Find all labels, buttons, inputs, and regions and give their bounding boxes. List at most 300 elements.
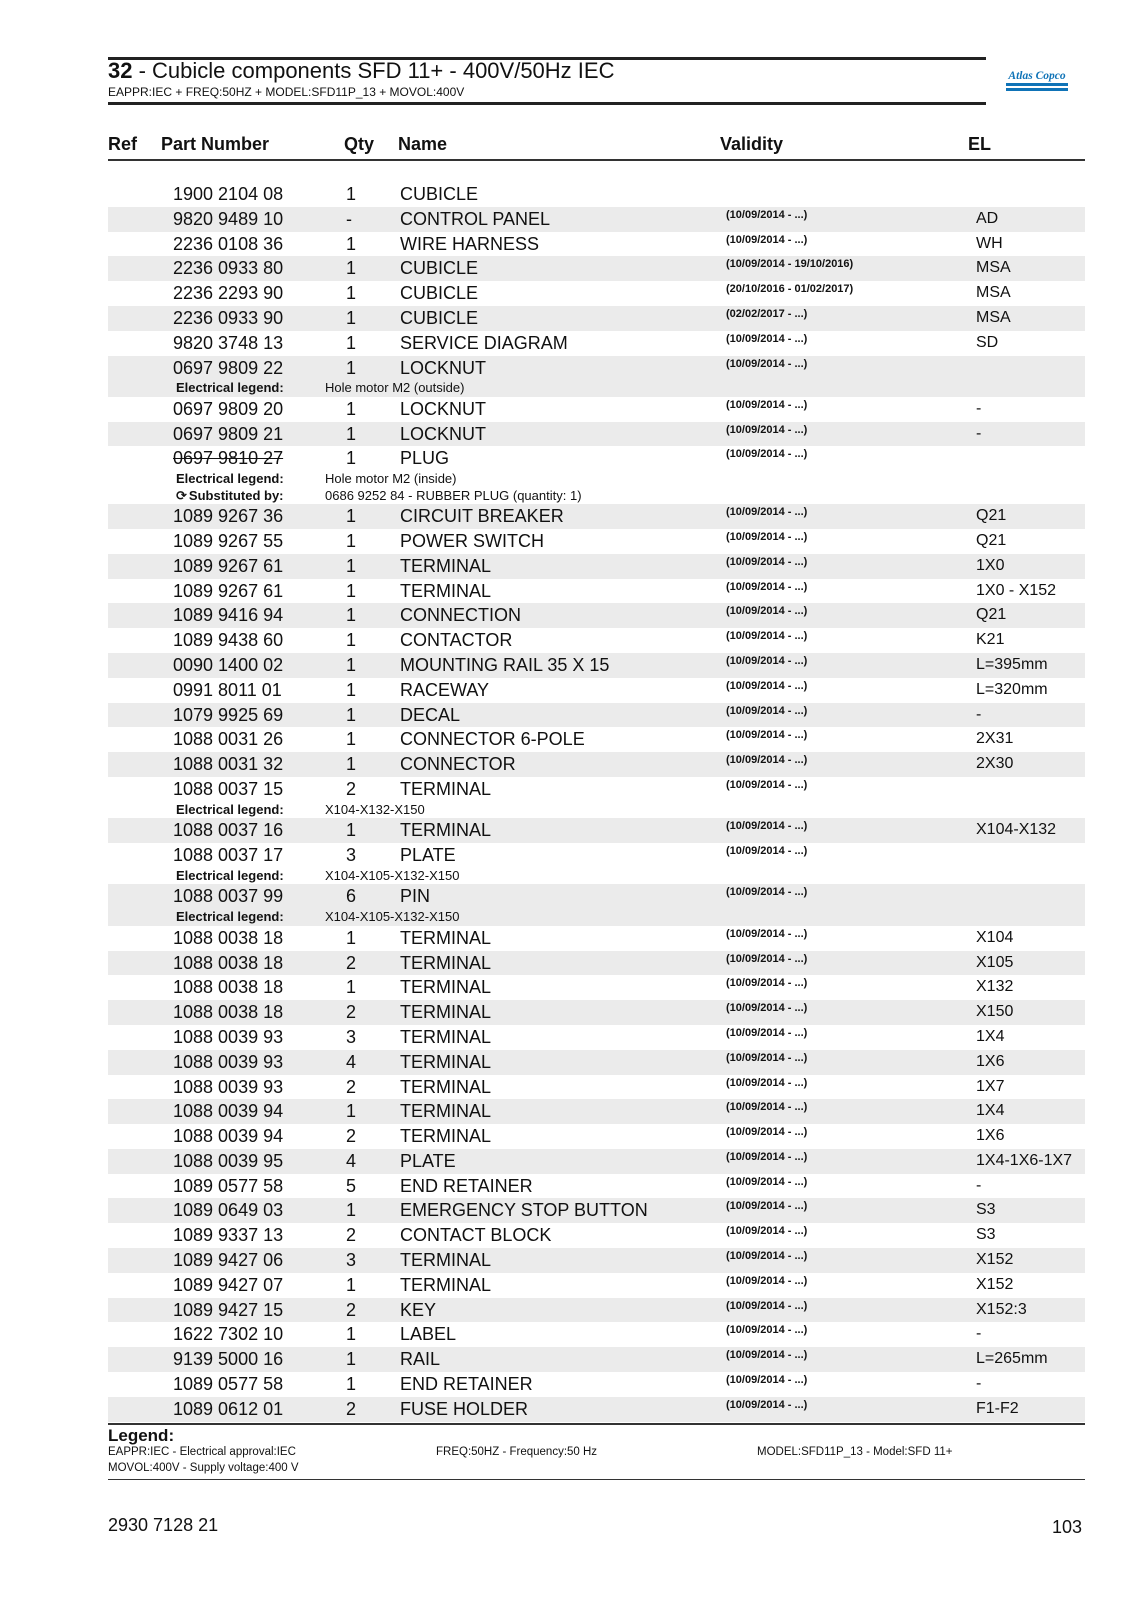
el-cell: 1X0 - X152	[976, 581, 1057, 599]
note-label	[176, 802, 284, 819]
part-number-cell: 1089 9416 94	[173, 605, 284, 626]
page-subtitle: EAPPR:IEC + FREQ:50HZ + MODEL:SFD11P_13 + MOVOL:400V	[108, 85, 465, 99]
qty-cell: 1	[346, 655, 357, 676]
validity-cell: (10/09/2014 - ...)	[726, 679, 808, 692]
validity-cell: (10/09/2014 - ...)	[726, 1101, 808, 1114]
part-number-cell: 1089 9267 61	[173, 580, 284, 601]
validity-cell: (10/09/2014 - ...)	[726, 1349, 808, 1362]
note-label-text: Electrical legend:	[176, 801, 284, 817]
name-cell: KEY	[400, 1299, 437, 1320]
validity-cell: (10/09/2014 - ...)	[726, 1374, 808, 1387]
el-cell: F1-F2	[976, 1399, 1019, 1417]
validity-cell: (10/09/2014 - ...)	[726, 357, 808, 370]
table-row	[108, 397, 1085, 422]
name-cell: DECAL	[400, 704, 461, 725]
qty-cell: -	[346, 208, 352, 229]
table-row	[108, 232, 1085, 257]
qty-cell: 1	[346, 1349, 357, 1370]
el-cell: 1X7	[976, 1077, 1005, 1095]
name-cell: CONNECTOR 6-POLE	[400, 729, 585, 750]
part-number-cell: 1089 9337 13	[173, 1225, 284, 1246]
el-cell: X105	[976, 953, 1014, 971]
el-cell: L=395mm	[976, 656, 1048, 674]
el-cell: 1X6	[976, 1127, 1005, 1145]
name-cell: TERMINAL	[400, 952, 492, 973]
table-row	[108, 703, 1085, 728]
qty-cell: 2	[346, 1076, 357, 1097]
qty-cell: 1	[346, 307, 357, 328]
table-row	[108, 1075, 1085, 1100]
part-number-cell: 1088 0039 93	[173, 1076, 284, 1097]
qty-cell: 1	[346, 1324, 357, 1345]
validity-cell: (10/09/2014 - ...)	[726, 754, 808, 767]
name-cell: WIRE HARNESS	[400, 233, 540, 254]
note-text: X104-X105-X132-X150	[325, 867, 460, 883]
validity-cell: (10/09/2014 - ...)	[726, 704, 808, 717]
el-cell: MSA	[976, 284, 1011, 302]
qty-cell: 1	[346, 398, 357, 419]
qty-cell: 1	[346, 927, 357, 948]
part-number-cell: 1089 9267 61	[173, 555, 284, 576]
table-row	[108, 529, 1085, 554]
table-row	[108, 1000, 1085, 1025]
name-cell: TERMINAL	[400, 580, 492, 601]
validity-cell: (10/09/2014 - ...)	[726, 1150, 808, 1163]
validity-cell: (10/09/2014 - ...)	[726, 655, 808, 668]
table-row	[108, 207, 1085, 232]
name-cell: CONNECTOR	[400, 754, 516, 775]
qty-cell: 5	[346, 1175, 357, 1196]
validity-cell: (02/02/2017 - ...)	[726, 307, 808, 320]
validity-cell: (10/09/2014 - ...)	[726, 1175, 808, 1188]
validity-cell: (10/09/2014 - ...)	[726, 1299, 808, 1312]
name-cell: CONNECTION	[400, 605, 521, 626]
name-cell: TERMINAL	[400, 1250, 492, 1271]
part-number-cell: 1089 9267 55	[173, 531, 284, 552]
name-cell: PLUG	[400, 448, 450, 469]
table-note-row	[108, 802, 1085, 819]
table-row	[108, 884, 1085, 909]
logo-text: Atlas Copco	[1008, 70, 1066, 82]
table-row	[108, 678, 1085, 703]
table-row	[108, 1198, 1085, 1223]
table-row	[108, 1322, 1085, 1347]
legend-freq: FREQ:50HZ - Frequency:50 Hz	[436, 1446, 598, 1458]
validity-cell: (10/09/2014 - ...)	[726, 1026, 808, 1039]
part-number-cell: 1088 0038 18	[173, 927, 284, 948]
validity-cell: (10/09/2014 - ...)	[726, 1324, 808, 1337]
note-label-text: Substituted by:	[188, 487, 284, 503]
validity-cell: (10/09/2014 - ...)	[726, 1274, 808, 1287]
validity-cell: (10/09/2014 - 19/10/2016)	[726, 258, 854, 271]
part-number-cell: 1089 0577 58	[173, 1374, 284, 1395]
qty-cell: 2	[346, 952, 357, 973]
part-number-cell: 1089 0649 03	[173, 1200, 284, 1221]
el-cell: WH	[976, 234, 1003, 252]
name-cell: LOCKNUT	[400, 398, 487, 419]
name-cell: CONTACTOR	[400, 630, 513, 651]
parts-table	[108, 182, 1085, 1422]
el-cell: S3	[976, 1201, 996, 1219]
name-cell: TERMINAL	[400, 1051, 492, 1072]
qty-cell: 1	[346, 506, 357, 527]
qty-cell: 1	[346, 555, 357, 576]
qty-cell: 1	[346, 679, 357, 700]
name-cell: TERMINAL	[400, 977, 492, 998]
table-row	[108, 1298, 1085, 1323]
el-cell: 1X6	[976, 1052, 1005, 1070]
qty-cell: 2	[346, 1126, 357, 1147]
name-cell: TERMINAL	[400, 927, 492, 948]
note-text: X104-X132-X150	[325, 801, 425, 817]
page-title	[108, 58, 614, 84]
validity-cell: (10/09/2014 - ...)	[726, 729, 808, 742]
name-cell: FUSE HOLDER	[400, 1398, 529, 1419]
part-number-cell: 2236 0933 90	[173, 307, 284, 328]
column-header-el: EL	[968, 134, 992, 154]
table-row	[108, 653, 1085, 678]
el-cell: 1X4	[976, 1027, 1005, 1045]
table-row	[108, 1248, 1085, 1273]
validity-cell: (10/09/2014 - ...)	[726, 1200, 808, 1213]
name-cell: RACEWAY	[400, 679, 490, 700]
name-cell: RAIL	[400, 1349, 441, 1370]
validity-cell: (10/09/2014 - ...)	[726, 927, 808, 940]
table-row	[108, 356, 1085, 381]
note-label	[176, 471, 284, 488]
table-row	[108, 818, 1085, 843]
part-number-cell: 1088 0037 99	[173, 886, 284, 907]
validity-cell: (10/09/2014 - ...)	[726, 555, 808, 568]
part-number-cell: 0991 8011 01	[173, 679, 282, 700]
table-row	[108, 1174, 1085, 1199]
el-cell: X152	[976, 1251, 1014, 1269]
section-number: 32	[108, 58, 133, 83]
el-cell: -	[976, 399, 982, 417]
note-label	[176, 909, 284, 926]
qty-cell: 1	[346, 283, 357, 304]
table-row	[108, 951, 1085, 976]
part-number-cell: 9820 3748 13	[173, 332, 284, 353]
validity-cell: (10/09/2014 - ...)	[726, 886, 808, 899]
el-cell: -	[976, 424, 982, 442]
part-number-cell: 1079 9925 69	[173, 704, 284, 725]
note-label-text: Electrical legend:	[176, 867, 284, 883]
note-label-text: Electrical legend:	[176, 471, 284, 487]
el-cell: 2X31	[976, 730, 1014, 748]
part-number-cell: 1089 9427 06	[173, 1250, 284, 1271]
part-number-cell: 1089 0577 58	[173, 1175, 284, 1196]
table-row	[108, 1372, 1085, 1397]
validity-cell: (10/09/2014 - ...)	[726, 820, 808, 833]
table-row	[108, 579, 1085, 604]
qty-cell: 6	[346, 886, 357, 907]
el-cell: L=320mm	[976, 680, 1048, 698]
table-note-row	[108, 380, 1085, 397]
validity-cell: (10/09/2014 - ...)	[726, 952, 808, 965]
validity-cell: (10/09/2014 - ...)	[726, 208, 808, 221]
part-number-cell: 1088 0039 95	[173, 1150, 284, 1171]
part-number-cell: 1088 0038 18	[173, 977, 284, 998]
el-cell: MSA	[976, 308, 1011, 326]
table-row	[108, 1025, 1085, 1050]
qty-cell: 2	[346, 1225, 357, 1246]
validity-cell: (10/09/2014 - ...)	[726, 1126, 808, 1139]
part-number-cell: 2236 0933 80	[173, 258, 284, 279]
part-number-cell: 1088 0038 18	[173, 952, 284, 973]
note-text: 0686 9252 84 - RUBBER PLUG (quantity: 1)	[325, 487, 582, 503]
table-row	[108, 331, 1085, 356]
part-number-cell: 1088 0039 93	[173, 1026, 284, 1047]
table-row	[108, 256, 1085, 281]
name-cell: MOUNTING RAIL 35 X 15	[400, 655, 610, 676]
qty-cell: 1	[346, 580, 357, 601]
validity-cell: (10/09/2014 - ...)	[726, 630, 808, 643]
name-cell: TERMINAL	[400, 555, 492, 576]
qty-cell: 1	[346, 820, 357, 841]
table-note-row	[108, 909, 1085, 926]
substitute-icon: ⟳	[176, 487, 187, 503]
qty-cell: 1	[346, 754, 357, 775]
qty-cell: 1	[346, 531, 357, 552]
table-row	[108, 843, 1085, 868]
table-row	[108, 1347, 1085, 1372]
name-cell: CUBICLE	[400, 258, 479, 279]
el-cell: Q21	[976, 532, 1007, 550]
validity-cell: (10/09/2014 - ...)	[726, 332, 808, 345]
name-cell: END RETAINER	[400, 1175, 533, 1196]
table-row	[108, 1050, 1085, 1075]
part-number-cell: 0090 1400 02	[173, 655, 284, 676]
table-row	[108, 1223, 1085, 1248]
validity-cell: (10/09/2014 - ...)	[726, 398, 808, 411]
el-cell: X104-X132	[976, 821, 1057, 839]
qty-cell: 1	[346, 1200, 357, 1221]
header-bottom-rule	[108, 102, 986, 105]
part-number-cell: 1088 0037 15	[173, 779, 284, 800]
qty-cell: 2	[346, 1299, 357, 1320]
el-cell: S3	[976, 1226, 996, 1244]
part-number-cell: 9139 5000 16	[173, 1349, 284, 1370]
table-row	[108, 554, 1085, 579]
qty-cell: 2	[346, 779, 357, 800]
title-text: - Cubicle components SFD 11+ - 400V/50Hz IEC	[132, 58, 615, 83]
table-row	[108, 727, 1085, 752]
name-cell: TERMINAL	[400, 820, 492, 841]
table-row	[108, 306, 1085, 331]
el-cell: Q21	[976, 606, 1007, 624]
name-cell: TERMINAL	[400, 779, 492, 800]
part-number-cell: 1088 0031 26	[173, 729, 284, 750]
name-cell: PLATE	[400, 1150, 456, 1171]
el-cell: -	[976, 1375, 982, 1393]
qty-cell: 1	[346, 630, 357, 651]
legend-top-rule	[108, 1423, 1085, 1425]
legend-eappr: EAPPR:IEC - Electrical approval:IEC	[108, 1446, 296, 1458]
table-note-row	[108, 868, 1085, 885]
page-number: 103	[1052, 1517, 1083, 1537]
name-cell: CUBICLE	[400, 307, 479, 328]
el-cell: -	[976, 1325, 982, 1343]
el-cell: X152:3	[976, 1300, 1027, 1318]
table-row	[108, 1124, 1085, 1149]
name-cell: EMERGENCY STOP BUTTON	[400, 1200, 648, 1221]
el-cell: X132	[976, 978, 1014, 996]
validity-cell: (10/09/2014 - ...)	[726, 1225, 808, 1238]
el-cell: K21	[976, 631, 1005, 649]
validity-cell: (10/09/2014 - ...)	[726, 779, 808, 792]
name-cell: CIRCUIT BREAKER	[400, 506, 564, 527]
qty-cell: 1	[346, 184, 357, 204]
note-label	[176, 380, 284, 397]
qty-cell: 1	[346, 1374, 357, 1395]
el-cell: -	[976, 705, 982, 723]
el-cell: X104	[976, 928, 1014, 946]
validity-cell: (10/09/2014 - ...)	[726, 531, 808, 544]
column-header-validity: Validity	[720, 134, 784, 154]
table-row	[108, 1273, 1085, 1298]
table-note-row	[108, 488, 1085, 505]
table-row	[108, 422, 1085, 447]
part-number-cell: 0697 9810 27	[173, 448, 284, 469]
document-number: 2930 7128 21	[108, 1515, 219, 1535]
part-number-cell: 1088 0039 94	[173, 1101, 284, 1122]
table-row	[108, 777, 1085, 802]
qty-cell: 3	[346, 845, 357, 866]
name-cell: TERMINAL	[400, 1126, 492, 1147]
legend-model: MODEL:SFD11P_13 - Model:SFD 11+	[757, 1446, 953, 1458]
column-header-qty: Qty	[344, 134, 375, 154]
qty-cell: 1	[346, 448, 357, 469]
table-row	[108, 504, 1085, 529]
name-cell: CUBICLE	[400, 283, 479, 304]
note-label-text: Electrical legend:	[176, 909, 284, 925]
note-label	[176, 868, 284, 885]
el-cell: -	[976, 1176, 982, 1194]
el-cell: X152	[976, 1275, 1014, 1293]
el-cell: 2X30	[976, 755, 1014, 773]
table-row	[108, 281, 1085, 306]
name-cell: END RETAINER	[400, 1374, 533, 1395]
validity-cell: (10/09/2014 - ...)	[726, 1051, 808, 1064]
validity-cell: (10/09/2014 - ...)	[726, 1076, 808, 1089]
note-label-text: Electrical legend:	[176, 380, 284, 396]
atlas-copco-logo	[1005, 63, 1069, 96]
part-number-cell: 1622 7302 10	[173, 1324, 284, 1345]
validity-cell: (10/09/2014 - ...)	[726, 506, 808, 519]
column-header-rule	[108, 159, 1085, 161]
validity-cell: (10/09/2014 - ...)	[726, 1250, 808, 1263]
name-cell: LABEL	[400, 1324, 457, 1345]
part-number-cell: 0697 9809 22	[173, 357, 284, 378]
table-row	[108, 603, 1085, 628]
validity-cell: (10/09/2014 - ...)	[726, 448, 808, 461]
qty-cell: 1	[346, 977, 357, 998]
qty-cell: 1	[346, 729, 357, 750]
column-header-part-number: Part Number	[161, 134, 270, 154]
part-number-cell: 1088 0038 18	[173, 1002, 284, 1023]
part-number-cell: 0697 9809 20	[173, 398, 284, 419]
part-number-cell: 1089 0612 01	[173, 1398, 284, 1419]
name-cell: CUBICLE	[400, 184, 479, 204]
part-number-cell: 1089 9427 15	[173, 1299, 284, 1320]
table-row	[108, 752, 1085, 777]
qty-cell: 3	[346, 1026, 357, 1047]
qty-cell: 4	[346, 1150, 357, 1171]
table-row	[108, 628, 1085, 653]
qty-cell: 2	[346, 1398, 357, 1419]
qty-cell: 1	[346, 233, 357, 254]
name-cell: TERMINAL	[400, 1274, 492, 1295]
el-cell: 1X4	[976, 1102, 1005, 1120]
name-cell: PIN	[400, 886, 431, 907]
validity-cell: (10/09/2014 - ...)	[726, 977, 808, 990]
name-cell: LOCKNUT	[400, 357, 487, 378]
part-number-cell: 1088 0037 17	[173, 845, 284, 866]
part-number-cell: 1088 0039 93	[173, 1051, 284, 1072]
validity-cell: (10/09/2014 - ...)	[726, 845, 808, 858]
table-note-row	[108, 471, 1085, 488]
qty-cell: 1	[346, 704, 357, 725]
validity-cell: (10/09/2014 - ...)	[726, 580, 808, 593]
table-row	[108, 1149, 1085, 1174]
validity-cell: (20/10/2016 - 01/02/2017)	[726, 283, 854, 296]
name-cell: PLATE	[400, 845, 456, 866]
name-cell: LOCKNUT	[400, 423, 487, 444]
legend-bottom-rule	[108, 1479, 1085, 1480]
name-cell: TERMINAL	[400, 1101, 492, 1122]
name-cell: TERMINAL	[400, 1026, 492, 1047]
qty-cell: 1	[346, 423, 357, 444]
part-number-cell: 1089 9427 07	[173, 1274, 284, 1295]
el-cell: SD	[976, 333, 999, 351]
qty-cell: 1	[346, 258, 357, 279]
validity-cell: (10/09/2014 - ...)	[726, 605, 808, 618]
el-cell: Q21	[976, 507, 1007, 525]
qty-cell: 2	[346, 1002, 357, 1023]
el-cell: X150	[976, 1003, 1014, 1021]
validity-cell: (10/09/2014 - ...)	[726, 1002, 808, 1015]
validity-cell: (10/09/2014 - ...)	[726, 233, 808, 246]
part-number-cell: 2236 0108 36	[173, 233, 284, 254]
column-header-ref: Ref	[108, 134, 138, 154]
name-cell: SERVICE DIAGRAM	[400, 332, 568, 353]
qty-cell: 3	[346, 1250, 357, 1271]
note-label	[176, 488, 284, 505]
legend-movol: MOVOL:400V - Supply voltage:400 V	[108, 1462, 299, 1474]
table-row	[108, 975, 1085, 1000]
el-cell: L=265mm	[976, 1350, 1048, 1368]
part-number-cell: 9820 9489 10	[173, 208, 284, 229]
column-header-name: Name	[398, 134, 448, 154]
part-number-cell: 0697 9809 21	[173, 423, 284, 444]
qty-cell: 1	[346, 357, 357, 378]
qty-cell: 1	[346, 1101, 357, 1122]
table-row	[108, 1099, 1085, 1124]
note-text: X104-X105-X132-X150	[325, 909, 460, 925]
qty-cell: 1	[346, 332, 357, 353]
qty-cell: 4	[346, 1051, 357, 1072]
table-row	[108, 182, 1085, 207]
name-cell: TERMINAL	[400, 1076, 492, 1097]
name-cell: CONTROL PANEL	[400, 208, 551, 229]
validity-cell: (10/09/2014 - ...)	[726, 423, 808, 436]
qty-cell: 1	[346, 605, 357, 626]
name-cell: TERMINAL	[400, 1002, 492, 1023]
el-cell: MSA	[976, 259, 1011, 277]
note-text: Hole motor M2 (inside)	[325, 471, 457, 487]
part-number-cell: 1900 2104 08	[173, 184, 284, 204]
